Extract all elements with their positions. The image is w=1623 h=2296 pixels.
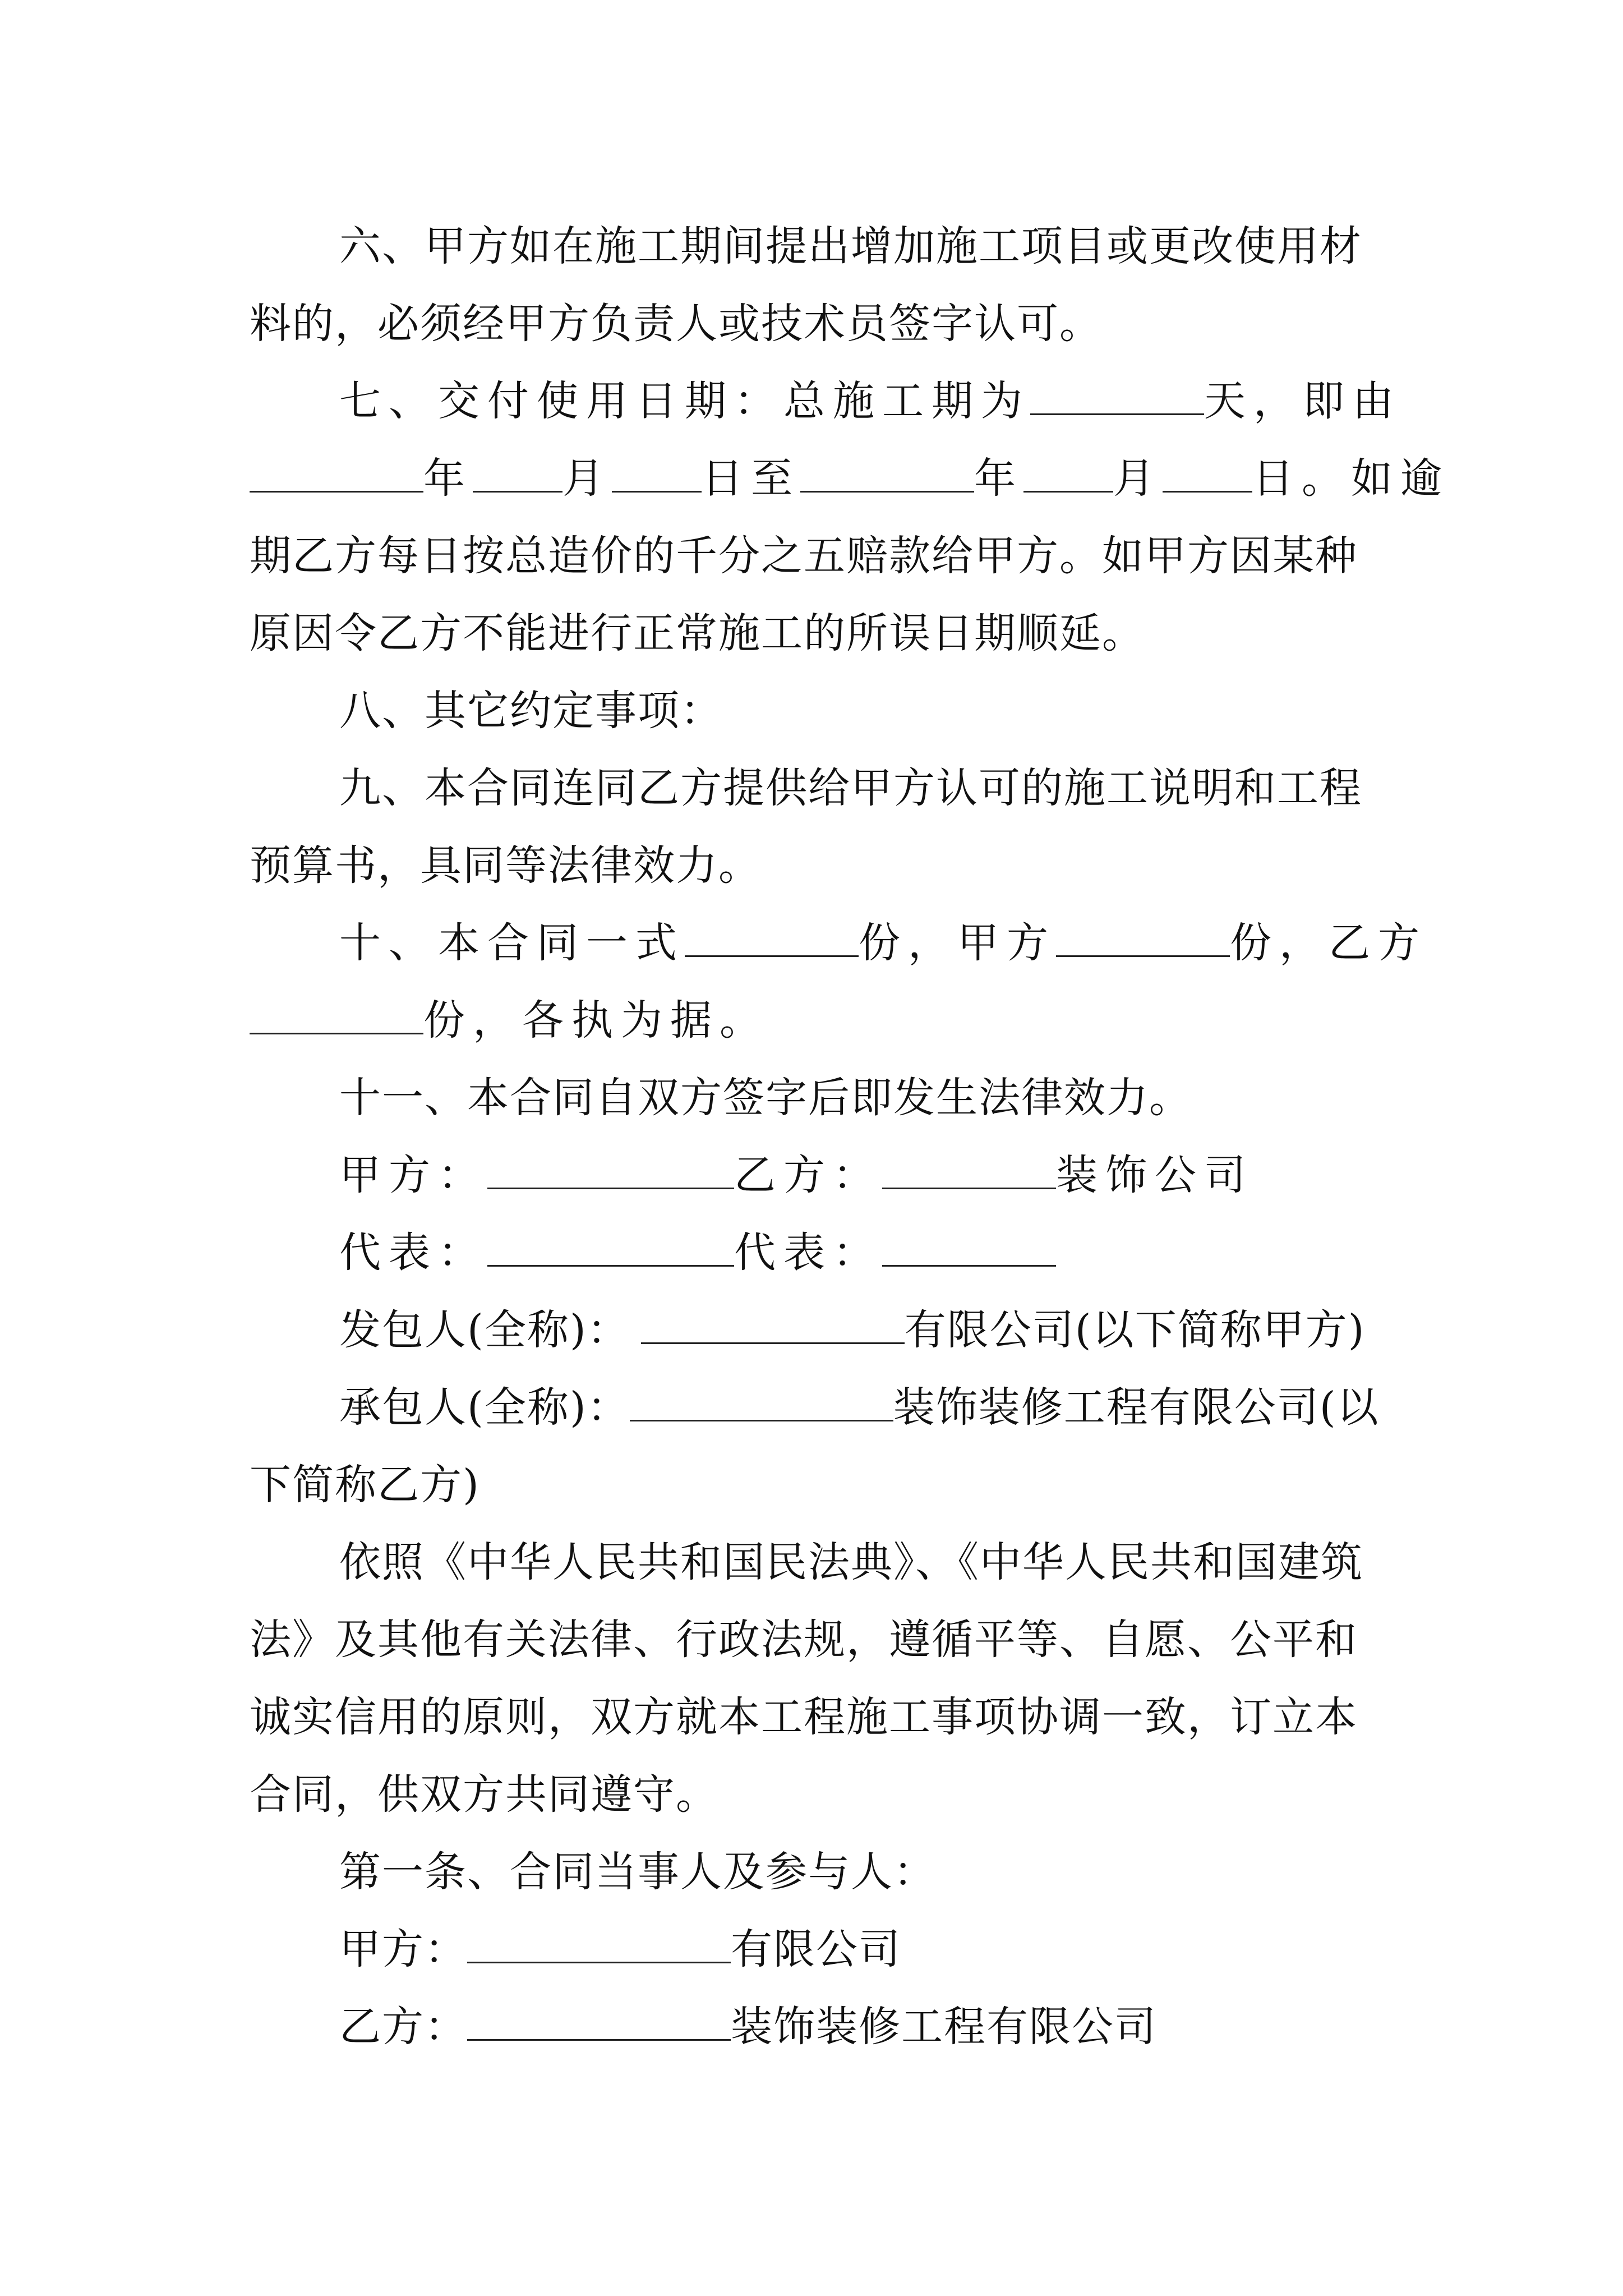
clause-7-line-3: 期乙方每日按总造价的千分之五赔款给甲方。如甲方因某种 [250,532,1358,580]
basis-line-1: 依照《中华人民共和国民法典》、《中华人民共和国建筑 [339,1538,1363,1586]
blank-end-year [800,457,974,493]
clause-9-line-2: 预算书，具同等法律效力。 [250,841,761,890]
contractor-line-2: 下简称乙方) [250,1461,480,1509]
basis-line-2: 法》及其他有关法律、行政法规，遵循平等、自愿、公平和 [250,1616,1358,1664]
clause-10-line-1 [250,904,1427,982]
contractor-label: 承包人(全称)： [339,1383,630,1432]
basis-line-3: 诚实信用的原则，双方就本工程施工事项协调一致，订立本 [250,1693,1358,1741]
clause-6-line-2: 料的，必须经甲方负责人或技术员签字认可。 [250,300,1102,348]
signature-representatives [250,1214,1394,1291]
article-1-party-a-suffix: 有限公司 [731,1925,901,1973]
article-1-party-a-label: 甲方： [339,1925,467,1973]
signature-parties [250,1137,1394,1214]
label-year: 年 [423,454,473,503]
rep-a-label: 代表： [339,1228,487,1277]
blank-rep-b [882,1231,1056,1267]
blank-party-a-name [487,1154,734,1189]
clause-7-line-1 [250,362,1401,440]
article-1-party-a [250,1911,1394,1988]
label-year: 年 [974,454,1023,503]
clause-10-text-b: 份，甲方 [859,919,1056,967]
clause-6-line-1: 六、甲方如在施工期间提出增加施工项目或更改使用材 [339,222,1362,270]
blank-copies-party-b [250,999,423,1034]
label-month: 月 [562,454,612,503]
employer-label: 发包人(全称)： [339,1306,630,1354]
clause-7-text-b: 天，即由 [1204,377,1401,425]
article-1-title: 第一条、合同当事人及参与人： [339,1848,936,1896]
label-day-to: 日至 [702,454,800,503]
clause-10-text-a: 十、本合同一式 [339,919,685,967]
clause-7-line-2 [250,440,1450,517]
contract-body [250,208,1450,2065]
blank-copies-total [685,922,859,957]
party-a-label: 甲方： [339,1151,487,1199]
blank-start-year [250,457,423,493]
blank-employer-name [641,1309,905,1344]
label-month: 月 [1113,454,1163,503]
label-day-overdue: 日。如逾 [1252,454,1450,503]
clause-8: 八、其它约定事项： [339,687,723,735]
party-b-label: 乙方： [734,1151,882,1199]
blank-total-days [1030,380,1204,415]
employer-suffix: 有限公司(以下简称甲方) [904,1306,1366,1354]
blank-end-month [1023,457,1113,493]
blank-end-day [1163,457,1252,493]
basis-line-4: 合同，供双方共同遵守。 [250,1770,718,1819]
blank-article-1-party-b [467,2005,731,2041]
clause-7-text-a: 七、交付使用日期：总施工期为 [339,377,1030,425]
clause-9-line-1: 九、本合同连同乙方提供给甲方认可的施工说明和工程 [339,764,1362,812]
article-1-party-b-label: 乙方： [339,2003,467,2051]
clause-7-line-4: 原因令乙方不能进行正常施工的所误日期顺延。 [250,609,1145,657]
article-1-party-b-suffix: 装饰装修工程有限公司 [731,2003,1157,2051]
rep-b-label: 代表： [734,1228,882,1277]
blank-start-month [473,457,562,493]
clause-10-text-d: 份，各执为据。 [423,996,769,1045]
party-b-suffix: 装饰公司 [1056,1151,1253,1199]
contractor-line-1 [250,1369,1394,1446]
employer-line [250,1291,1394,1369]
blank-article-1-party-a [467,1928,731,1963]
blank-party-b-name [882,1154,1056,1189]
blank-rep-a [487,1231,734,1267]
clause-10-line-2 [250,982,1394,1059]
contractor-suffix: 装饰装修工程有限公司(以 [893,1383,1380,1432]
blank-contractor-name [630,1386,893,1421]
article-1-party-b [250,1988,1394,2065]
clause-10-text-c: 份，乙方 [1230,919,1427,967]
blank-start-day [612,457,702,493]
clause-11: 十一、本合同自双方签字后即发生法律效力。 [339,1074,1192,1122]
blank-copies-party-a [1056,922,1230,957]
